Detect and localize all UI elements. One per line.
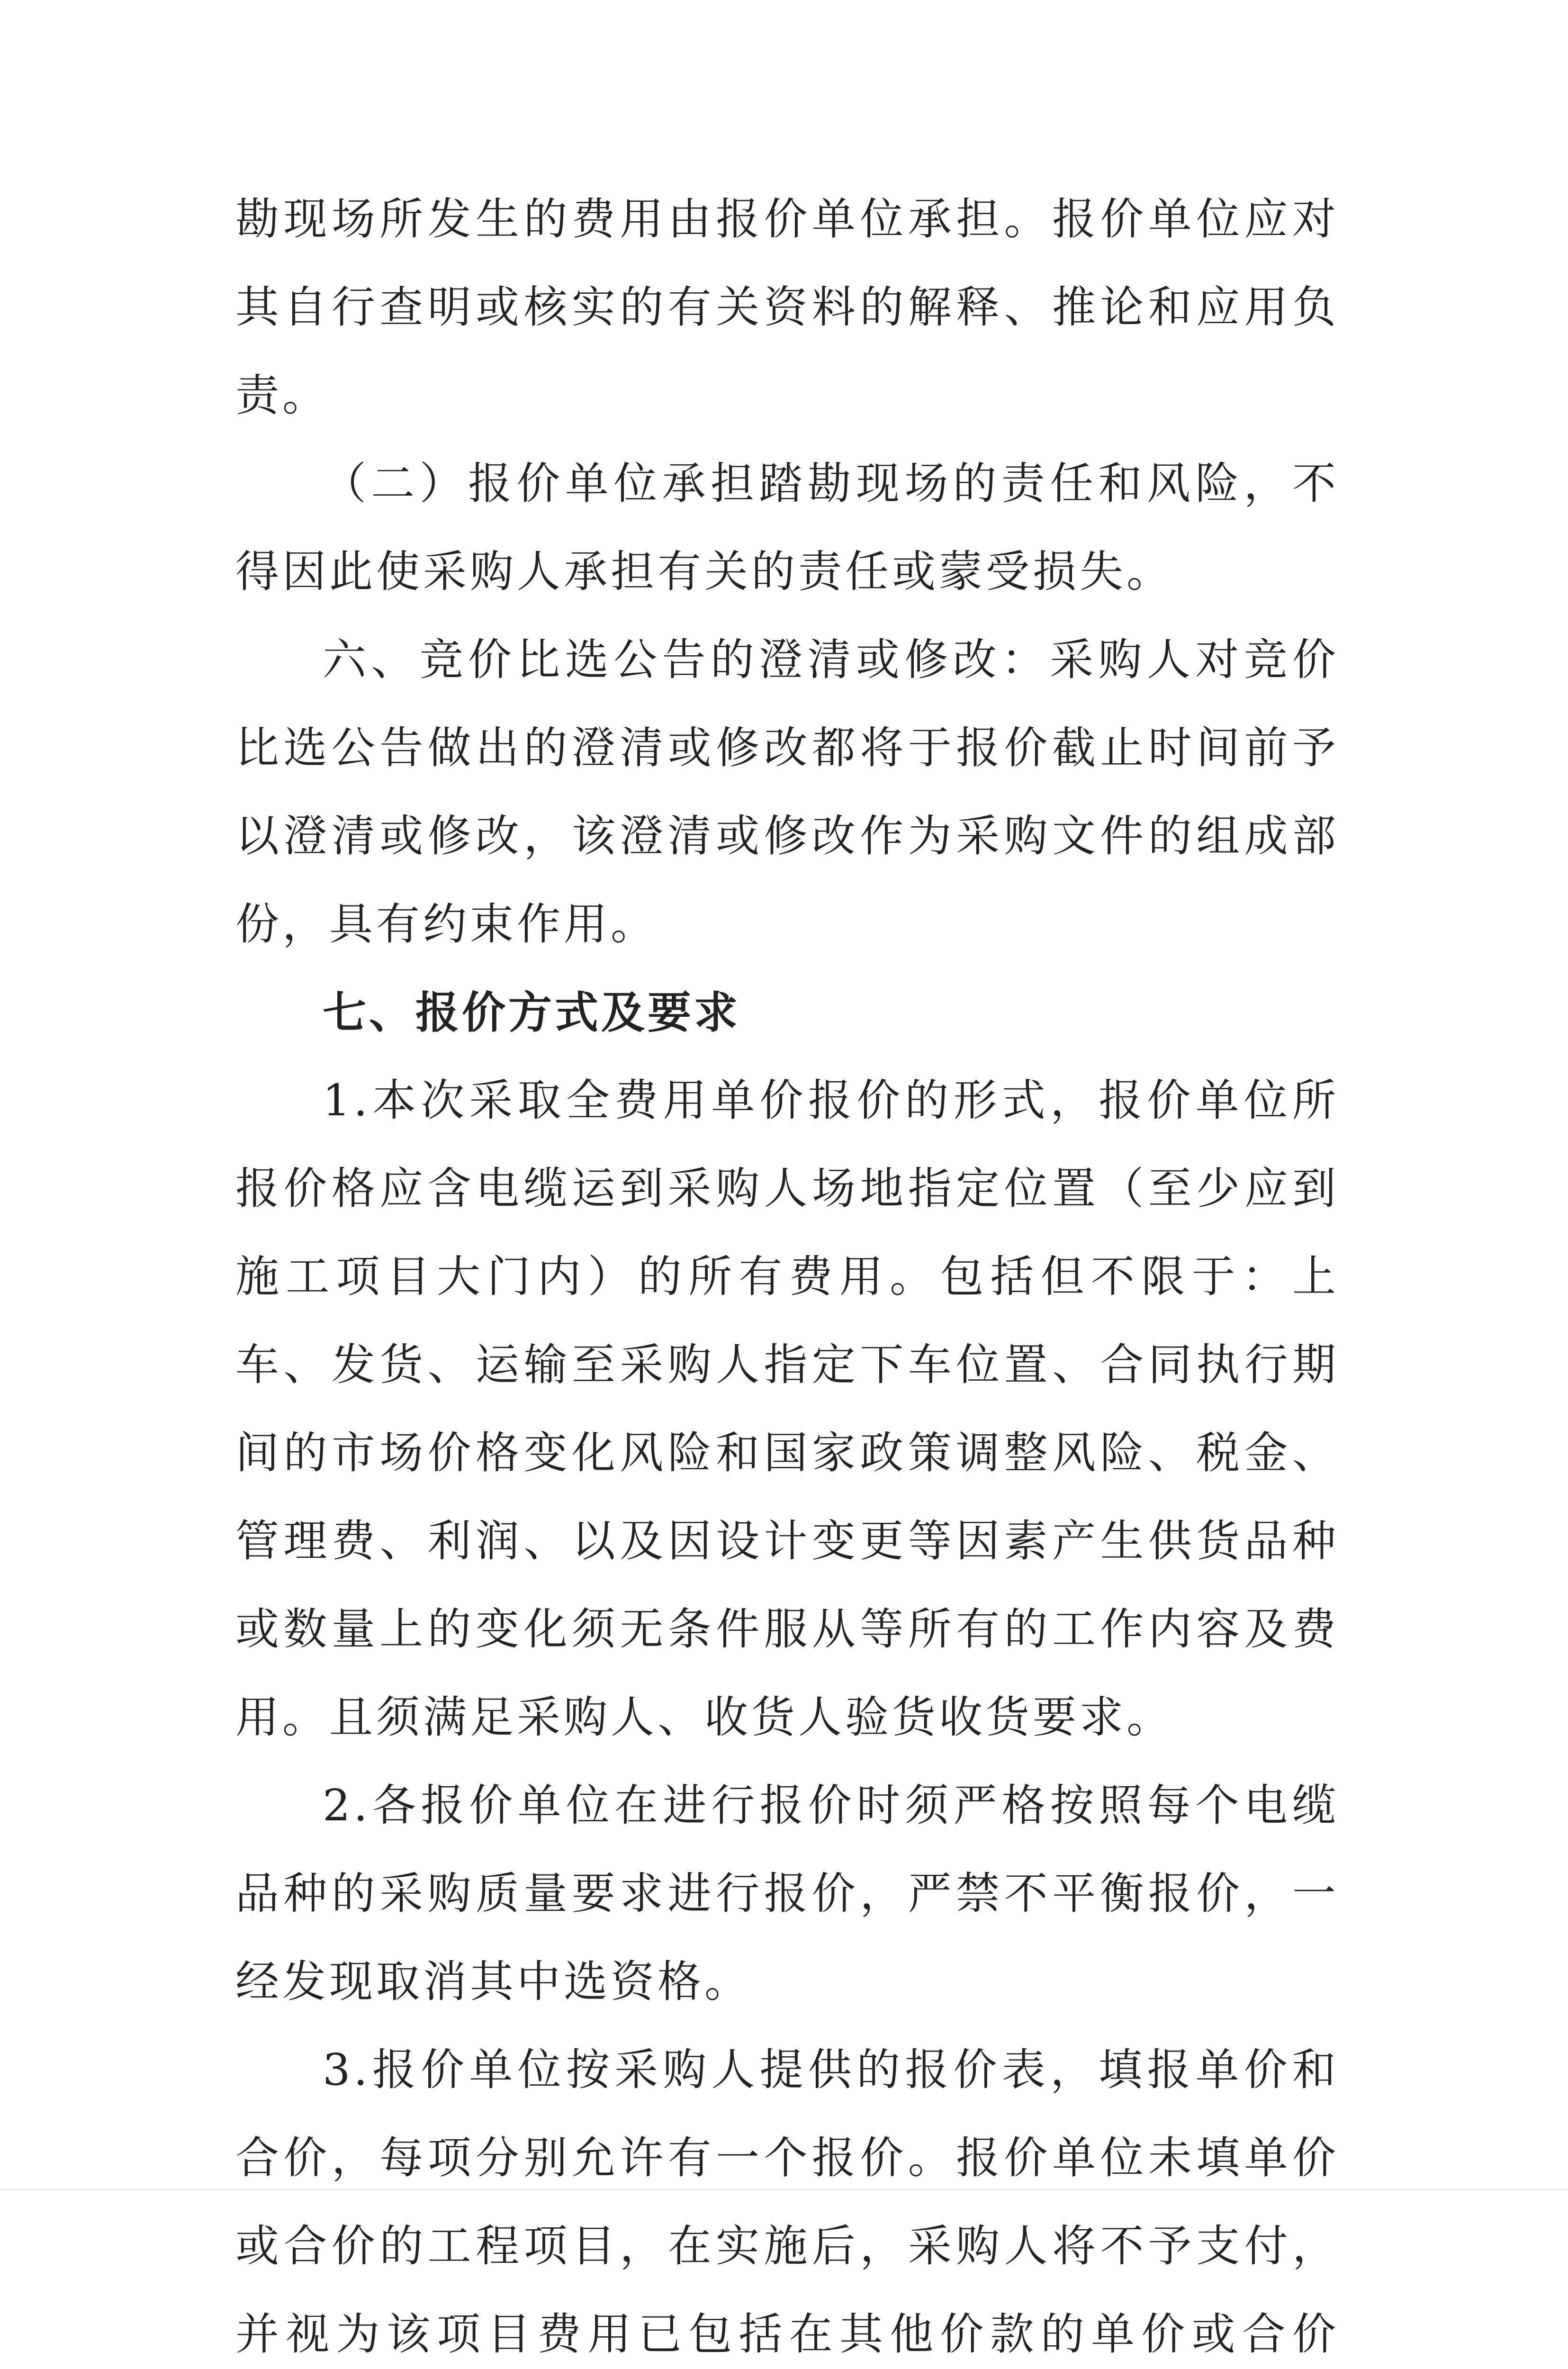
document-body — [235, 175, 1339, 2369]
paragraph-item-1: 1.本次采取全费用单价报价的形式，报价单位所报价格应含电缆运到采购人场地指定位置（至少应到施工项目大门内）的所有费用。包括但不限于：上车、发货、运输至采购人指定下车位置、合同执行期间的市场价格变化风险和国家政策调整风险、税金、管理费、利润、以及因设计变更等因素产生供货品种或数量上的变化须无条件服从等所有的工作内容及费用。且须满足采购人、收货人验货收货要求。 — [235, 1075, 1339, 1743]
paragraph-site-survey-cost: 勘现场所发生的费用由报价单位承担。报价单位应对其自行查明或核实的有关资料的解释、推论和应用负责。 — [235, 194, 1339, 421]
page-bottom-edge — [0, 2189, 1568, 2190]
paragraph-item-2: 2.各报价单位在进行报价时须严格按照每个电缆品种的采购质量要求进行报价，严禁不平衡报价，一经发现取消其中选资格。 — [235, 1780, 1339, 2007]
paragraph-item-3: 3.报价单位按采购人提供的报价表，填报单价和合价，每项分别允许有一个报价。报价单位未填单价或合价的工程项目，在实施后，采购人将不予支付，并视为该项目费用已包括在其他价款的单价或合价 — [235, 2044, 1339, 2360]
paragraph-section-six-clarification: 六、竞价比选公告的澄清或修改：采购人对竞价比选公告做出的澄清或修改都将于报价截止时间前予以澄清或修改，该澄清或修改作为采购文件的组成部份，具有约束作用。 — [235, 634, 1339, 949]
section-heading-quotation-method: 七、报价方式及要求 — [323, 987, 741, 1038]
paragraph-site-survey-risk: （二）报价单位承担踏勘现场的责任和风险，不得因此使采购人承担有关的责任或蒙受损失。 — [235, 458, 1339, 597]
